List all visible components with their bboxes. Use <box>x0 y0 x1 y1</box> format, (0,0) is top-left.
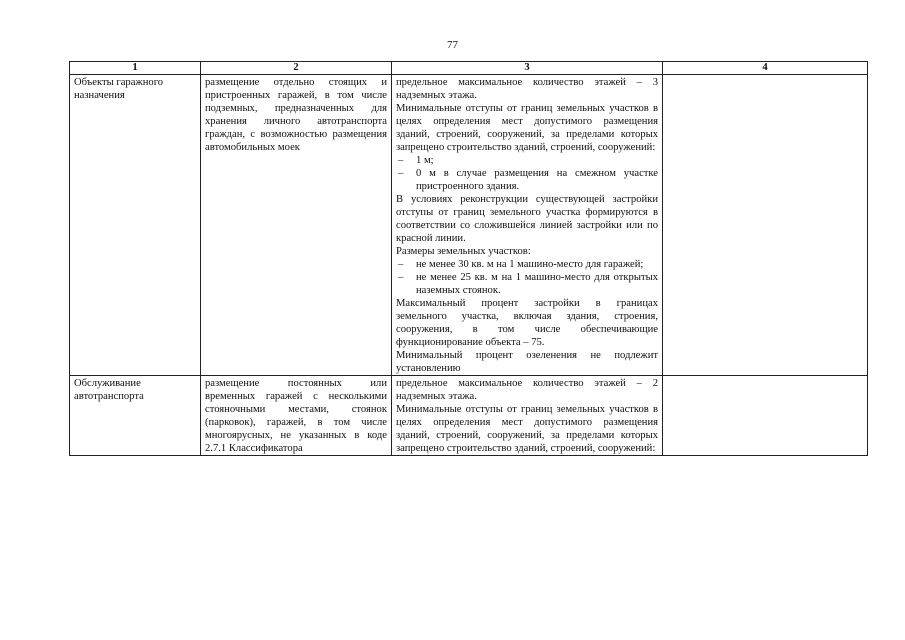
use-type-cell <box>70 75 201 376</box>
parameters-cell <box>392 75 663 376</box>
list-item: – не менее 30 кв. м на 1 машино-место для гаражей; <box>398 259 644 270</box>
list-item: – 0 м в случае размещения на смежном участке пристроенного здания. <box>398 168 658 192</box>
zoning-table <box>69 61 868 456</box>
use-description-cell <box>201 75 392 376</box>
list-item: – не менее 25 кв. м на 1 машино-место для открытых наземных стоянок. <box>398 272 658 296</box>
max-coverage-text: Максимальный процент застройки в границах земельного участка, включая здания, строения, сооружения, в том числе обеспечивающие функционирование объекта – 75. <box>396 298 658 348</box>
use-type-name: Обслуживание автотранспорта <box>74 378 144 402</box>
header-col-2: 2 <box>201 62 392 75</box>
setbacks-text: Минимальные отступы от границ земельных участков в целях определения мест допустимого размещения зданий, строений, сооружений, за пределами которых запрещено строительство зданий, строений, сооружений: <box>396 103 658 153</box>
use-type-cell <box>70 376 201 456</box>
use-description: размещение постоянных или временных гаражей с несколькими стояночными местами, стоянок (парковок), гаражей, в том числе многоярусных, не указанных в коде 2.7.1 Классификатора <box>205 378 387 454</box>
greenery-text: Минимальный процент озеленения не подлежит установлению <box>396 350 658 374</box>
dash-marker: – <box>398 168 404 179</box>
plot-size-heading: Размеры земельных участков: <box>396 246 531 257</box>
page-number: 77 <box>447 39 458 51</box>
dash-marker: – <box>398 259 404 270</box>
use-description-cell <box>201 376 392 456</box>
max-floors-text: предельное максимальное количество этажей – 3 надземных этажа. <box>396 77 658 101</box>
use-type-name: Объекты гаражного назначения <box>74 77 164 101</box>
table-row <box>70 75 868 376</box>
table-header-row <box>70 62 868 75</box>
max-floors-text: предельное максимальное количество этажей – 2 надземных этажа. <box>396 378 658 402</box>
parameters-cell <box>392 376 663 456</box>
dash-marker: – <box>398 272 404 283</box>
setbacks-text: Минимальные отступы от границ земельных участков в целях определения мест допустимого размещения зданий, строений, сооружений, за пределами которых запрещено строительство зданий, строений, сооружений: <box>396 404 658 454</box>
notes-cell <box>663 75 868 376</box>
use-description: размещение отдельно стоящих и пристроенных гаражей, в том числе подземных, предназначенных для хранения личного автотранспорта граждан, с возможностью размещения автомобильных моек <box>205 77 387 153</box>
list-item: – 1 м; <box>398 155 434 166</box>
header-col-4: 4 <box>663 62 868 75</box>
dash-marker: – <box>398 155 404 166</box>
header-col-3: 3 <box>392 62 663 75</box>
table-row <box>70 376 868 456</box>
setbacks-list <box>396 154 658 193</box>
header-col-1: 1 <box>70 62 201 75</box>
reconstruction-text: В условиях реконструкции существующей застройки отступы от границ земельного участка формируются в соответствии со сложившейся линией застройки или по красной линии. <box>396 194 658 244</box>
plot-size-list <box>396 258 658 297</box>
notes-cell <box>663 376 868 456</box>
